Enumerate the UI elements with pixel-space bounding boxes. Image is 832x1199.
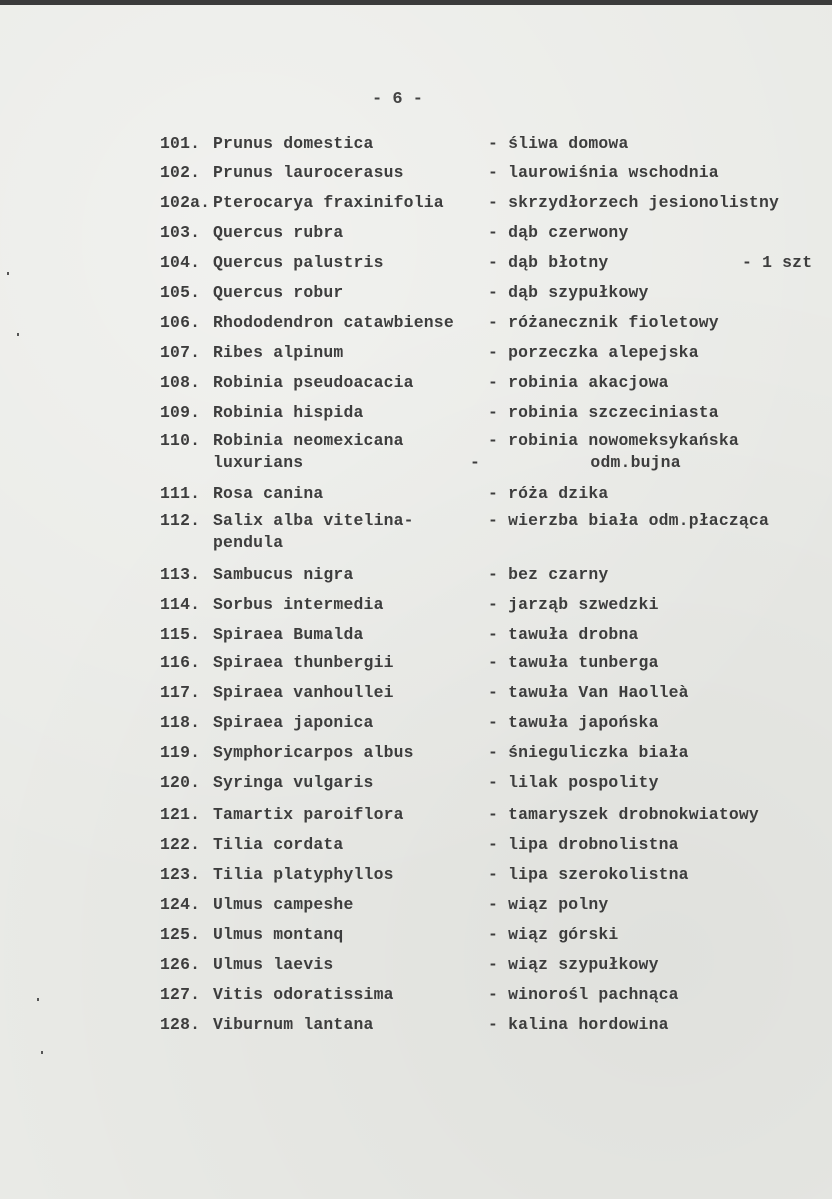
latin-name: Sambucus nigra [213,565,354,584]
common-name: - lilak pospolity [488,773,659,792]
entry-number: 104. [160,253,201,272]
entry-number: 120. [160,773,201,792]
entry-number: 117. [160,683,201,702]
entry-number: 124. [160,895,201,914]
entry-number: 126. [160,955,201,974]
latin-name: Tamartix paroiflora [213,805,404,824]
common-name: - wiąz szypułkowy [488,955,659,974]
entry-number: 108. [160,373,201,392]
latin-name: Ulmus montanq [213,925,344,944]
entry-number: 116. [160,653,201,672]
entry-number: 114. [160,595,201,614]
entry-number: 109. [160,403,201,422]
latin-name-continued: pendula [213,533,284,552]
common-name: - robinia szczeciniasta [488,403,719,422]
entry-number: 102. [160,163,201,182]
entry-number: 106. [160,313,201,332]
latin-name-continued: luxurians [213,453,304,472]
common-name: - skrzydłorzech jesionolistny [488,193,780,212]
latin-name: Spiraea Bumalda [213,625,364,644]
common-name: - śliwa domowa [488,134,629,153]
common-name: - śnieguliczka biała [488,743,689,762]
latin-name: Sorbus intermedia [213,595,384,614]
latin-name: Quercus robur [213,283,344,302]
latin-name: Ulmus campeshe [213,895,354,914]
entry-number: 118. [160,713,201,732]
common-name: - róża dzika [488,484,609,503]
entry-number: 125. [160,925,201,944]
entry-number: 103. [160,223,201,242]
common-name: - bez czarny [488,565,609,584]
common-name: - dąb szypułkowy [488,283,649,302]
entry-number: 111. [160,484,201,503]
latin-name: Rosa canina [213,484,324,503]
latin-name: Symphoricarpos albus [213,743,414,762]
latin-name: Vitis odoratissima [213,985,394,1004]
common-name: - robinia nowomeksykańska [488,431,739,450]
common-name: - wierzba biała odm.płacząca [488,511,770,530]
latin-name: Quercus palustris [213,253,384,272]
latin-name: Salix alba vitelina- [213,511,414,530]
entry-number: 101. [160,134,201,153]
common-name: - lipa drobnolistna [488,835,679,854]
latin-name: Tilia cordata [213,835,344,854]
quantity-note: - 1 szt [742,253,813,272]
page-number: - 6 - [372,90,424,109]
entry-number: 102a. [160,193,211,212]
latin-name: Robinia pseudoacacia [213,373,414,392]
latin-name: Pterocarya fraxinifolia [213,193,444,212]
scan-speck [41,1051,43,1054]
common-name: - dąb czerwony [488,223,629,242]
common-name: - laurowiśnia wschodnia [488,163,719,182]
latin-name: Prunus domestica [213,134,374,153]
scan-speck [17,333,19,336]
latin-name: Ribes alpinum [213,343,344,362]
entry-number: 113. [160,565,201,584]
entry-number: 119. [160,743,201,762]
latin-name: Robinia neomexicana [213,431,404,450]
entry-number: 105. [160,283,201,302]
common-name: - jarząb szwedzki [488,595,659,614]
common-name: - tawuła japońska [488,713,659,732]
latin-name: Ulmus laevis [213,955,334,974]
common-name-continued: - odm.bujna [470,453,681,472]
entry-number: 127. [160,985,201,1004]
entry-number: 110. [160,431,201,450]
entry-number: 123. [160,865,201,884]
common-name: - lipa szerokolistna [488,865,689,884]
scan-speck [7,272,9,275]
latin-name: Spiraea japonica [213,713,374,732]
scan-speck [37,998,39,1001]
entry-number: 128. [160,1015,201,1034]
latin-name: Tilia platyphyllos [213,865,394,884]
common-name: - kalina hordowina [488,1015,669,1034]
latin-name: Rhododendron catawbiense [213,313,454,332]
latin-name: Viburnum lantana [213,1015,374,1034]
latin-name: Quercus rubra [213,223,344,242]
common-name: - winorośl pachnąca [488,985,679,1004]
common-name: - tawuła drobna [488,625,639,644]
common-name: - tawuła tunberga [488,653,659,672]
common-name: - robinia akacjowa [488,373,669,392]
latin-name: Syringa vulgaris [213,773,374,792]
latin-name: Prunus laurocerasus [213,163,404,182]
common-name: - tawuła Van Haolleà [488,683,689,702]
common-name: - dąb błotny [488,253,609,272]
entry-number: 121. [160,805,201,824]
common-name: - tamaryszek drobnokwiatowy [488,805,759,824]
latin-name: Robinia hispida [213,403,364,422]
entry-number: 107. [160,343,201,362]
latin-name: Spiraea thunbergii [213,653,394,672]
common-name: - porzeczka alepejska [488,343,699,362]
scan-top-edge [0,0,832,5]
entry-number: 115. [160,625,201,644]
common-name: - różanecznik fioletowy [488,313,719,332]
entry-number: 112. [160,511,201,530]
common-name: - wiąz polny [488,895,609,914]
latin-name: Spiraea vanhoullei [213,683,394,702]
common-name: - wiąz górski [488,925,619,944]
entry-number: 122. [160,835,201,854]
